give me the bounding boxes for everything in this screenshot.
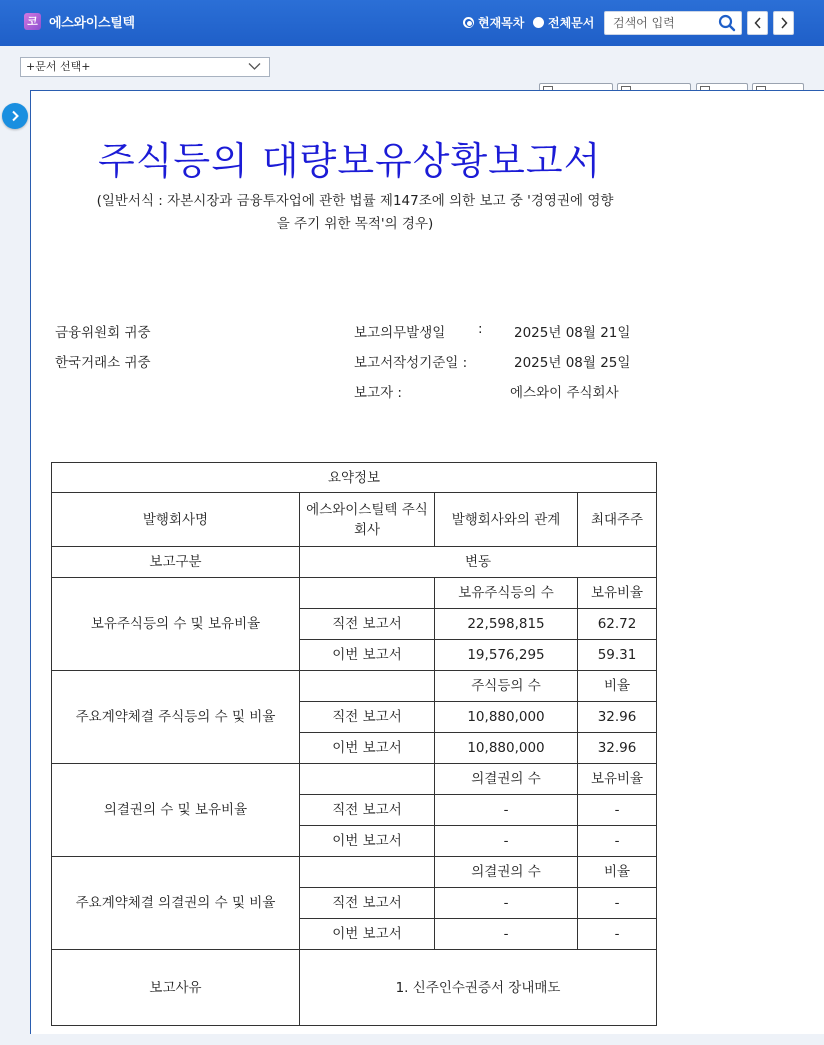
section-1-this-ratio: 59.31: [578, 640, 657, 671]
recipient-krx: 한국거래소 귀중: [55, 355, 151, 371]
subtitle-line-1: (일반서식 : 자본시장과 금융투자업에 관한 법률 제147조에 의한 보고 중 '경영권에 영향: [96, 193, 614, 209]
issuer-name: 에스와이스틸텍 주식회사: [300, 493, 435, 547]
section-1-col2-header: 보유비율: [578, 578, 657, 609]
section-4-this-count: -: [435, 919, 578, 950]
section-3-this-ratio: -: [578, 826, 657, 857]
table-row: [52, 764, 657, 795]
section-1-col1-header: 보유주식등의 수: [435, 578, 578, 609]
prev-report-label: 직전 보고서: [300, 795, 435, 826]
reason-label: 보고사유: [52, 950, 300, 1026]
reporter-value: 에스와이 주식회사: [510, 385, 619, 401]
chevron-right-icon: [780, 17, 788, 29]
recipient-fsc: 금융위원회 귀중: [55, 325, 151, 341]
section-1-prev-ratio: 62.72: [578, 609, 657, 640]
prev-report-label: 직전 보고서: [300, 702, 435, 733]
empty-cell: [300, 671, 435, 702]
relation-label: 발행회사와의 관계: [435, 493, 578, 547]
obligation-date-value: 2025년 08월 21일: [514, 325, 631, 341]
obligation-date-label: 보고의무발생일: [354, 325, 446, 341]
section-3-this-count: -: [435, 826, 578, 857]
section-4-prev-ratio: -: [578, 888, 657, 919]
this-report-label: 이번 보고서: [300, 733, 435, 764]
table-row: [52, 463, 657, 493]
radio-current-toc-label: 현재목차: [478, 16, 525, 30]
section-2-label: 주요계약체결 주식등의 수 및 비율: [52, 671, 300, 764]
reporter-label: 보고자 :: [354, 385, 402, 401]
document-title: 주식등의 대량보유상황보고서: [98, 139, 602, 183]
chevron-right-icon: [10, 110, 20, 122]
section-4-prev-count: -: [435, 888, 578, 919]
section-4-col1-header: 의결권의 수: [435, 857, 578, 888]
empty-cell: [300, 857, 435, 888]
section-2-this-ratio: 32.96: [578, 733, 657, 764]
basis-date-value: 2025년 08월 25일: [514, 355, 631, 371]
relation-value: 최대주주: [578, 493, 657, 547]
search-input[interactable]: [605, 12, 715, 34]
radio-all-docs[interactable]: [533, 14, 594, 31]
table-row: [52, 547, 657, 578]
top-bar: [0, 0, 824, 46]
section-2-this-count: 10,880,000: [435, 733, 578, 764]
section-3-label: 의결권의 수 및 보유비율: [52, 764, 300, 857]
section-4-this-ratio: -: [578, 919, 657, 950]
table-row: [52, 671, 657, 702]
radio-all-docs-label: 전체문서: [548, 16, 595, 30]
section-2-prev-count: 10,880,000: [435, 702, 578, 733]
app-title: 에스와이스틸텍: [49, 16, 135, 31]
section-3-prev-ratio: -: [578, 795, 657, 826]
section-3-col2-header: 보유비율: [578, 764, 657, 795]
section-2-col2-header: 비율: [578, 671, 657, 702]
issuer-label: 발행회사명: [52, 493, 300, 547]
prev-report-label: 직전 보고서: [300, 609, 435, 640]
section-4-label: 주요계약체결 의결권의 수 및 비율: [52, 857, 300, 950]
table-row: [52, 578, 657, 609]
section-1-this-count: 19,576,295: [435, 640, 578, 671]
basis-date-label: 보고서작성기준일 :: [354, 355, 468, 371]
empty-cell: [300, 764, 435, 795]
prev-report-label: 직전 보고서: [300, 888, 435, 919]
search-box: [604, 11, 742, 35]
prev-result-button[interactable]: [747, 11, 768, 35]
radio-selected-icon[interactable]: [463, 17, 474, 28]
section-2-prev-ratio: 32.96: [578, 702, 657, 733]
reason-value: 1. 신주인수권증서 장내매도: [300, 950, 657, 1026]
section-3-prev-count: -: [435, 795, 578, 826]
radio-unselected-icon[interactable]: [533, 17, 544, 28]
chevron-down-icon: [248, 62, 261, 71]
table-row: [52, 493, 657, 547]
section-2-col1-header: 주식등의 수: [435, 671, 578, 702]
this-report-label: 이번 보고서: [300, 919, 435, 950]
summary-header: 요약정보: [52, 463, 657, 493]
document-select[interactable]: [20, 57, 270, 77]
document-select-label: +문서 선택+: [26, 60, 91, 73]
radio-current-toc[interactable]: [463, 14, 524, 31]
section-4-col2-header: 비율: [578, 857, 657, 888]
summary-table: [51, 462, 657, 1026]
obligation-date-colon: :: [478, 321, 483, 337]
chevron-left-icon: [754, 17, 762, 29]
report-type-label: 보고구분: [52, 547, 300, 578]
search-icon[interactable]: [717, 14, 737, 32]
this-report-label: 이번 보고서: [300, 640, 435, 671]
empty-cell: [300, 578, 435, 609]
report-type-value: 변동: [300, 547, 657, 578]
table-row: [52, 857, 657, 888]
app-logo-icon: 코: [24, 13, 41, 30]
section-3-col1-header: 의결권의 수: [435, 764, 578, 795]
next-result-button[interactable]: [773, 11, 794, 35]
document-subtitle: [50, 190, 660, 236]
table-row: [52, 950, 657, 1026]
sidebar-toggle-button[interactable]: [2, 103, 28, 129]
section-1-prev-count: 22,598,815: [435, 609, 578, 640]
subtitle-line-2: 을 주기 위한 목적'의 경우): [276, 216, 434, 232]
section-1-label: 보유주식등의 수 및 보유비율: [52, 578, 300, 671]
this-report-label: 이번 보고서: [300, 826, 435, 857]
